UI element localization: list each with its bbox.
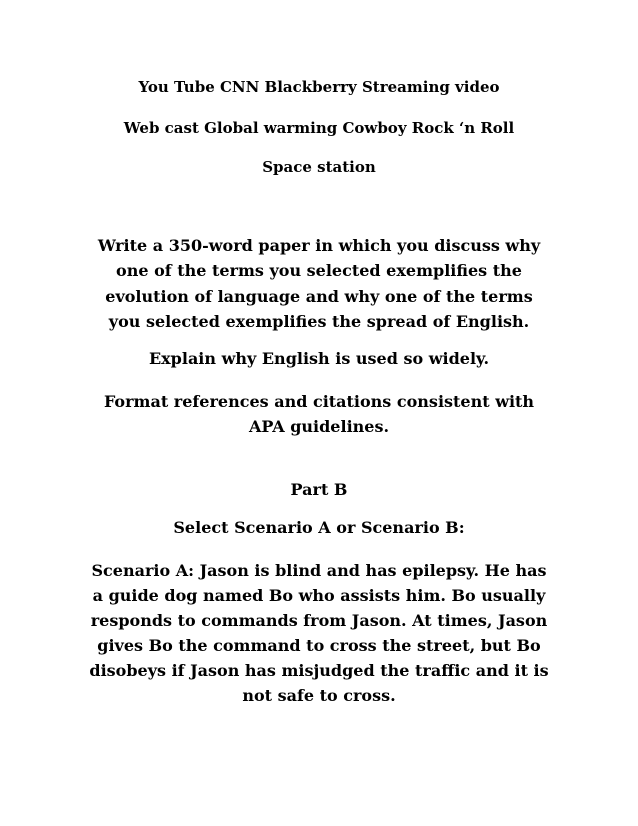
scenario-a-line-2: a guide dog named Bo who assists him. Bo usually (92, 586, 546, 605)
assignment-line-3: evolution of language and why one of the terms (105, 287, 533, 306)
scenario-a-line-3: responds to commands from Jason. At times, Jason (90, 611, 548, 630)
scenario-a-line-5: disobeys if Jason has misjudged the traffic and it is (89, 661, 549, 680)
scenario-a-line-4: gives Bo the command to cross the street, but Bo (97, 636, 541, 655)
assignment-line-1: Write a 350-word paper in which you discuss why (97, 236, 541, 255)
assignment-line-4: you selected exemplifies the spread of English. (108, 312, 530, 331)
explain-instruction: Explain why English is used so widely. (148, 349, 490, 368)
format-line-2: APA guidelines. (248, 417, 390, 436)
format-line-1: Format references and citations consistent with (103, 392, 535, 411)
terms-line-2: Web cast Global warming Cowboy Rock ‘n Roll (123, 119, 515, 137)
scenario-a-line-1: Scenario A: Jason is blind and has epilepsy. He has (91, 561, 547, 580)
assignment-line-2: one of the terms you selected exemplifies the (116, 261, 522, 280)
part-b-heading: Part B (290, 480, 348, 499)
terms-line-1: You Tube CNN Blackberry Streaming video (138, 78, 500, 96)
terms-line-3: Space station (262, 158, 376, 176)
scenario-instruction: Select Scenario A or Scenario B: (173, 518, 465, 537)
scenario-a-line-6: not safe to cross. (242, 686, 396, 705)
